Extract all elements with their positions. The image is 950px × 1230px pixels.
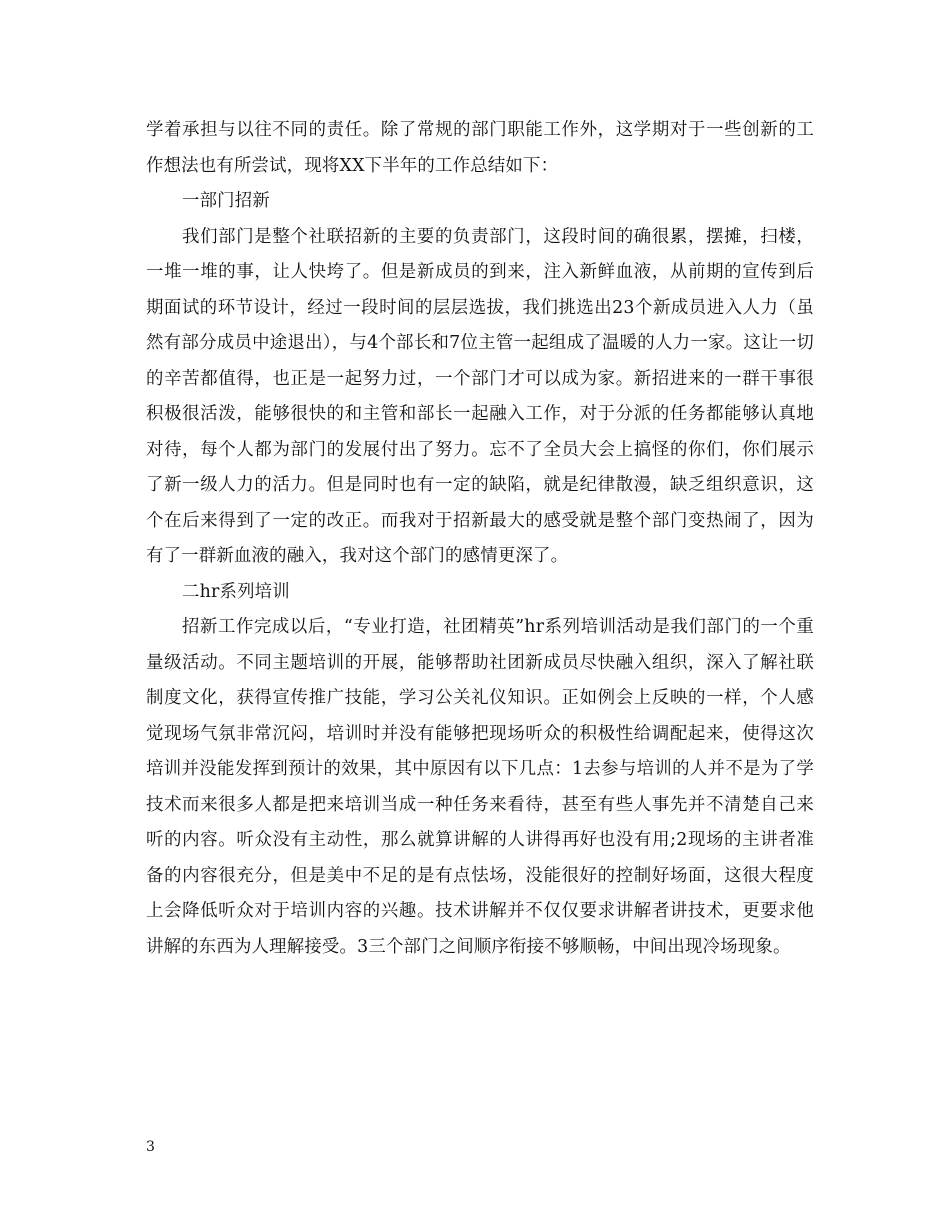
page-number: 3 bbox=[146, 1139, 155, 1155]
recruitment-paragraph: 我们部门是整个社联招新的主要的负责部门，这段时间的确很累，摆摊，扫楼，一堆一堆的事，让人快垮了。但是新成员的到来，注入新鲜血液，从前期的宣传到后期面试的环节设计，经过一段时间的层层选拔，我们挑选出23个新成员进入人力（虽然有部分成员中途退出），与4个部长和7位主管一起组成了温暖的人力一家。这让一切的辛苦都值得，也正是一起努力过，一个部门才可以成为家。新招进来的一群干事很积极很活泼，能够很快的和主管和部长一起融入工作，对于分派的任务都能够认真地对待，每个人都为部门的发展付出了努力。忘不了全员大会上搞怪的你们，你们展示了新一级人力的活力。但是同时也有一定的缺陷，就是纪律散漫，缺乏组织意识，这个在后来得到了一定的改正。而我对于招新最大的感受就是整个部门变热闹了，因为有了一群新血液的融入，我对这个部门的感情更深了。 bbox=[146, 226, 814, 566]
section-heading-hr-training: 二hr系列培训 bbox=[182, 581, 290, 602]
hr-training-paragraph: 招新工作完成以后，“专业打造，社团精英”hr系列培训活动是我们部门的一个重量级活动。不同主题培训的开展，能够帮助社团新成员尽快融入组织，深入了解社联制度文化，获得宣传推广技能，学习公关礼仪知识。正如例会上反映的一样，个人感觉现场气氛非常沉闷，培训时并没有能够把现场听众的积极性给调配起来，使得这次培训并没能发挥到预计的效果，其中原因有以下几点：1去参与培训的人并不是为了学技术而来很多人都是把来培训当成一种任务来看待，甚至有些人事先并不清楚自己来听的内容。听众没有主动性，那么就算讲解的人讲得再好也没有用;2现场的主讲者准备的内容很充分，但是美中不足的是有点怯场，没能很好的控制好场面，这很大程度上会降低听众对于培训内容的兴趣。技术讲解并不仅仅要求讲解者讲技术，更要求他讲解的东西为人理解接受。3三个部门之间顺序衔接不够顺畅，中间出现冷场现象。 bbox=[146, 617, 814, 957]
section-heading-recruitment: 一部门招新 bbox=[182, 191, 270, 211]
document-body bbox=[146, 113, 814, 965]
intro-paragraph: 学着承担与以往不同的责任。除了常规的部门职能工作外，这学期对于一些创新的工作想法也有所尝试，现将XX下半年的工作总结如下： bbox=[146, 120, 814, 176]
